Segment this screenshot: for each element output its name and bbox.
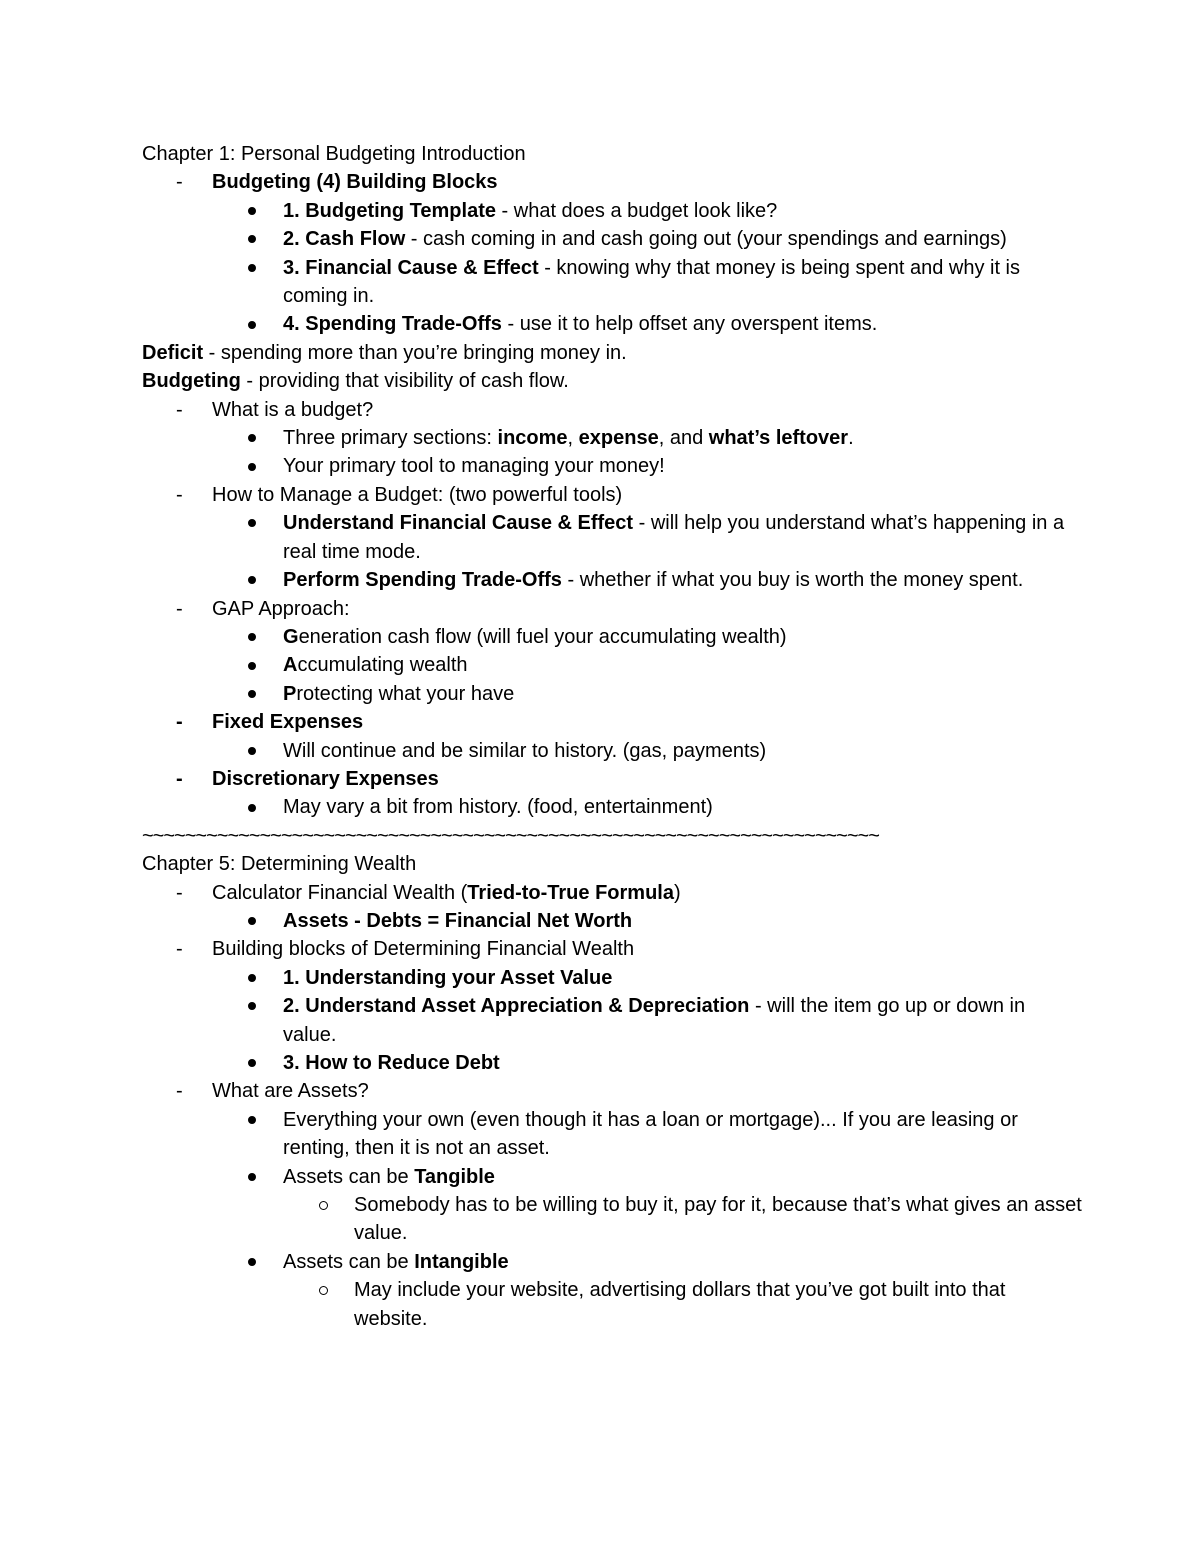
document-content	[142, 140, 1088, 1333]
bullet-icon	[248, 434, 256, 442]
fixed-expenses-heading: - Fixed Expenses	[176, 708, 1082, 736]
gap-approach-heading: - GAP Approach:	[176, 595, 1082, 623]
building-blocks-heading: - Budgeting (4) Building Blocks	[176, 168, 1082, 196]
dash-marker: -	[176, 711, 183, 734]
list-item: 2. Understand Asset Appreciation & Depreciation - will the item go up or down in value.	[247, 992, 1082, 1049]
hollow-bullet-icon	[319, 1201, 328, 1210]
list-item: 3. How to Reduce Debt	[247, 1049, 1082, 1077]
deficit-definition: Deficit - spending more than you’re bringing money in.	[142, 341, 627, 364]
list-item: Everything your own (even though it has a loan or mortgage)... If you are leasing or renting, then it is not an asset.	[247, 1106, 1082, 1163]
dash-marker: -	[176, 767, 183, 790]
list-item: Generation cash flow (will fuel your accumulating wealth)	[247, 623, 1082, 651]
bullet-icon	[248, 747, 256, 755]
dash-marker: -	[176, 483, 183, 506]
list-item: Understand Financial Cause & Effect - will help you understand what’s happening in a real time mode.	[247, 509, 1082, 566]
bullet-icon	[248, 235, 256, 243]
bullet-icon	[248, 207, 256, 215]
what-is-budget-heading: - What is a budget?	[176, 396, 1082, 424]
list-item: Will continue and be similar to history. (gas, payments)	[247, 737, 1082, 765]
list-item: 4. Spending Trade-Offs - use it to help offset any overspent items.	[247, 310, 1082, 338]
sub-list-item: May include your website, advertising dollars that you’ve got built into that website.	[318, 1276, 1082, 1333]
bullet-icon	[248, 576, 256, 584]
dash-marker: -	[176, 398, 183, 421]
list-item: Assets can be Tangible	[247, 1163, 1082, 1191]
dash-marker: -	[176, 1080, 183, 1103]
bullet-icon	[248, 463, 256, 471]
chapter-5-title: Chapter 5: Determining Wealth	[142, 853, 417, 876]
bullet-icon	[248, 1059, 256, 1067]
list-item: Perform Spending Trade-Offs - whether if what you buy is worth the money spent.	[247, 566, 1082, 594]
discretionary-expenses-heading: - Discretionary Expenses	[176, 765, 1082, 793]
hollow-bullet-icon	[319, 1286, 328, 1295]
bullet-icon	[248, 321, 256, 329]
bullet-icon	[248, 974, 256, 982]
list-item: 1. Budgeting Template - what does a budget look like?	[247, 197, 1082, 225]
list-item: Protecting what your have	[247, 680, 1082, 708]
list-item: Accumulating wealth	[247, 651, 1082, 679]
bullet-icon	[248, 1173, 256, 1181]
list-item: May vary a bit from history. (food, entertainment)	[247, 793, 1082, 821]
sub-list-item: Somebody has to be willing to buy it, pay for it, because that’s what gives an asset value.	[318, 1191, 1082, 1248]
dash-marker: -	[176, 881, 183, 904]
dash-marker: -	[176, 597, 183, 620]
list-item: 2. Cash Flow - cash coming in and cash going out (your spendings and earnings)	[247, 225, 1082, 253]
list-item: 3. Financial Cause & Effect - knowing why that money is being spent and why it is coming in.	[247, 254, 1082, 311]
building-blocks-wealth-heading: - Building blocks of Determining Financial Wealth	[176, 935, 1082, 963]
section-divider: ~~~~~~~~~~~~~~~~~~~~~~~~~~~~~~~~~~~~~~~~~~~~~~~~~~~~~~~~~~~~~~~~~~~~~	[142, 824, 879, 847]
what-are-assets-heading: - What are Assets?	[176, 1077, 1082, 1105]
bullet-icon	[248, 633, 256, 641]
chapter-1-title: Chapter 1: Personal Budgeting Introduction	[142, 143, 526, 165]
bullet-icon	[248, 1002, 256, 1010]
bullet-icon	[248, 264, 256, 272]
bullet-icon	[248, 662, 256, 670]
bullet-icon	[248, 917, 256, 925]
calculator-wealth-heading: - Calculator Financial Wealth (Tried-to-True Formula)	[176, 879, 1082, 907]
list-item: 1. Understanding your Asset Value	[247, 964, 1082, 992]
dash-marker: -	[176, 938, 183, 961]
dash-marker: -	[176, 171, 183, 194]
bullet-icon	[248, 1116, 256, 1124]
bullet-icon	[248, 804, 256, 812]
manage-budget-heading: - How to Manage a Budget: (two powerful tools)	[176, 481, 1082, 509]
list-item: Assets - Debts = Financial Net Worth	[247, 907, 1082, 935]
bullet-icon	[248, 519, 256, 527]
bullet-icon	[248, 1258, 256, 1266]
list-item: Assets can be Intangible	[247, 1248, 1082, 1276]
list-item: Three primary sections: income, expense, and what’s leftover.	[247, 424, 1082, 452]
list-item: Your primary tool to managing your money!	[247, 452, 1082, 480]
bullet-icon	[248, 690, 256, 698]
budgeting-definition: Budgeting - providing that visibility of cash flow.	[142, 370, 569, 393]
